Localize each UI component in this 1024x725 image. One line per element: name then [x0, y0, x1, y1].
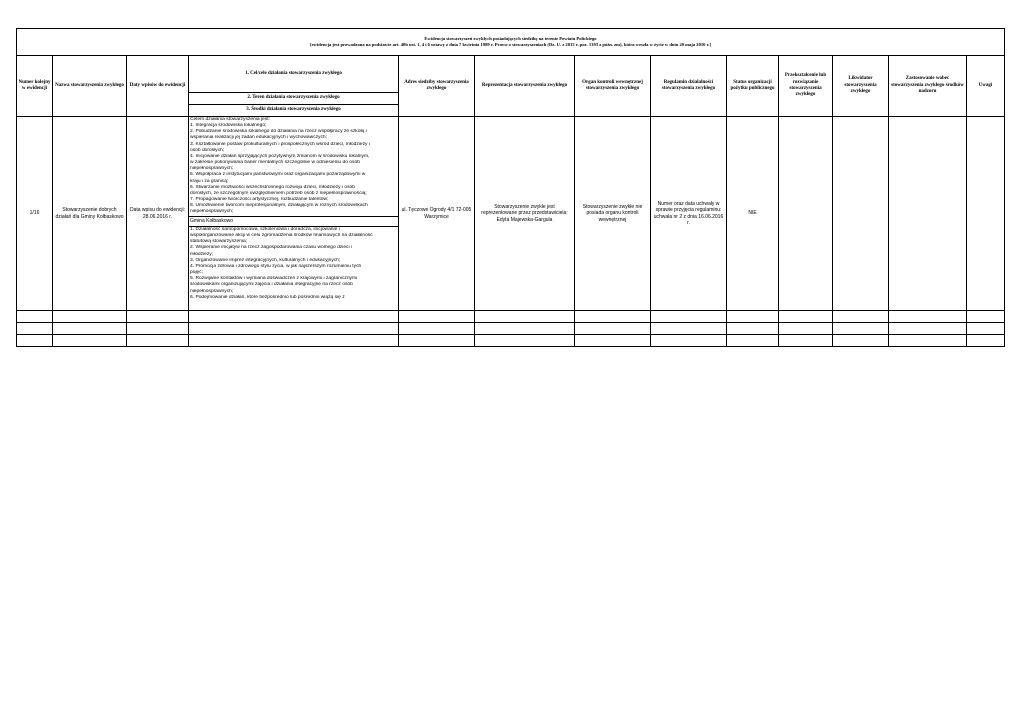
- header-nazwa: Nazwa stowarzyszenia zwykłego: [53, 56, 127, 117]
- cele-line: 7. Propagowanie twórczości artystycznej, rozbudzanie talentów;: [190, 197, 329, 203]
- cell-regulamin: Numer oraz data uchwały w sprawie przyjęcia regulaminu: uchwała nr 2 z dnia 16.06.2016 r.: [651, 117, 727, 311]
- cele-line: 5. Współpraca z instytucjami państwowymi oraz organizacjami pozarządowymi w: [190, 172, 366, 178]
- table-row-empty: [17, 311, 1005, 323]
- cele-line: w zakresie pokonywania barier mentalnych szczególnie w odniesieniu do osób: [190, 160, 360, 166]
- cell-uwagi: [967, 117, 1005, 311]
- cele-line: 6. Stwarzanie możliwości wszechstronnego rozwoju dzieci, młodzieży i osób: [190, 184, 355, 190]
- header-srodki: 3. Środki działania stowarzyszenia zwykłego: [189, 105, 399, 117]
- table-row: [17, 117, 1005, 217]
- srodki-line: 5. Rozwijanie kontaktów i wymiana doświadczeń z krajowymi i zagranicznymi: [190, 276, 358, 282]
- header-uwagi: Uwagi: [967, 56, 1005, 117]
- cell-organ: Stowarzyszenie zwykłe nie posiada organu kontroli wewnętrznej: [575, 117, 651, 311]
- cele-line: niepełnosprawnych;: [190, 209, 234, 215]
- cele-line: dorosłych, ze szczególnym uwzględnieniem potrzeb osób z niepełnosprawnością;: [190, 190, 367, 196]
- cele-line: niepełnosprawnych;: [190, 166, 234, 172]
- srodki-text: [190, 227, 397, 310]
- srodki-line: niepełnosprawnych;: [190, 288, 234, 294]
- cell-reprezentacja: Stowarzyszenie zwykłe jest reprezentowane przez przedstawiciela: Edyta Majewska-Gargula: [475, 117, 575, 311]
- cell-daty: Data wpisu do ewidencji: 28.06.2016 r.: [127, 117, 189, 311]
- cele-line: 2. Pobudzanie środowiska lokalnego do działania na rzecz współpracy ze szkołą i: [190, 129, 367, 135]
- cele-line: Celem działania stowarzyszenia jest:: [190, 117, 270, 122]
- header-przeksztalcenie: Przekształcenie lub rozwiązanie stowarzyszenia zwykłego: [779, 56, 833, 117]
- header-teren: 2. Teren działania stowarzyszenia zwykłego: [189, 93, 399, 105]
- header-reprezentacja: Reprezentacja stowarzyszenia zwykłego: [475, 56, 575, 117]
- cele-line: 8. Umożliwienie twórcom nieprofesjonalnym, działającym w różnych środowiskach: [190, 203, 368, 209]
- srodki-line: pojęć;: [190, 270, 204, 276]
- header-organ: Organ kontroli wewnętrznej stowarzyszenia zwykłego: [575, 56, 651, 117]
- cell-cele: [189, 117, 399, 217]
- srodki-line: 3. Organizowanie imprez integracyjnych, kulturalnych i edukacyjnych;: [190, 257, 341, 263]
- header-adres: Adres siedziby stowarzyszenia zwykłego: [399, 56, 475, 117]
- cele-line: osób dorosłych;: [190, 147, 225, 153]
- srodki-line: 6. Podejmowanie działań, które bezpośrednio lub pośrednio wiążą się z: [190, 294, 345, 300]
- table-row-empty: [17, 335, 1005, 347]
- cele-text: [190, 117, 397, 216]
- srodki-line: 4. Promocja zdrowia i zdrowego stylu życia, w jak najszerszym rozumieniu tych: [190, 263, 362, 269]
- header-likwidator: Likwidator stowarzyszenia zwykłego: [833, 56, 889, 117]
- srodki-line: młodzieży;: [190, 251, 214, 257]
- cell-adres: ul. Tęczowe Ogrody 4/1 72-005 Warzymice: [399, 117, 475, 311]
- header-numer: Numer kolejny w ewidencji: [17, 56, 53, 117]
- table-row-empty: [17, 323, 1005, 335]
- register-title-main: Ewidencja stowarzyszeń zwykłych posiadających siedzibę na terenie Powiatu Polickiego: [424, 36, 597, 41]
- cele-line: wspierania realizacji jej zadań edukacyjnych i wychowawczych;: [190, 135, 327, 141]
- header-nadzor: Zastosowanie wobec stowarzyszenia zwykłego środków nadzoru: [889, 56, 967, 117]
- cell-teren: Gmina Kołbaskowo: [189, 217, 399, 227]
- register-table: [16, 28, 1005, 347]
- cell-przeksztalcenie: [779, 117, 833, 311]
- cell-srodki: [189, 227, 399, 311]
- header-daty: Daty wpisów do ewidencji: [127, 56, 189, 117]
- cell-nazwa: Stowarzyszenie dobrych działań dla Gminy Kołbaskowo: [53, 117, 127, 311]
- srodki-line: współorganizowanie akcji w celu zgromadzenia środków finansowych na działalność: [190, 233, 373, 239]
- cele-line: 1. Integracja środowiska lokalnego;: [190, 123, 267, 129]
- cell-status: NIE: [727, 117, 779, 311]
- srodki-line: statutową stowarzyszenia;: [190, 239, 248, 245]
- cele-line: kraju i za granicą;: [190, 178, 229, 184]
- header-cele: 1. Cel/cele działania stowarzyszenia zwykłego: [189, 56, 399, 93]
- register-title-legal-basis: [ewidencja jest prowadzona na podstawie art. 40b ust. 1, 4 i 6 ustawy z dnia 7 kwietnia 1989 r. Prawo o stowarzyszeniach (Dz. U. z 2015 r. poz. 1393 z późn. zm), która weszła w życie w dniu 20 maja 2016 r.]: [310, 42, 711, 47]
- cele-line: 4. Inicjowanie działań sprzyjających pozytywnym zmianom w środowisku lokalnym,: [190, 153, 370, 159]
- cell-likwidator: [833, 117, 889, 311]
- cell-numer: 1/16: [17, 117, 53, 311]
- header-regulamin: Regulamin działalności stowarzyszenia zwykłego: [651, 56, 727, 117]
- srodki-line: środowiskami organizującymi zajęcia i działania integracyjne na rzecz osób: [190, 282, 353, 288]
- cell-nadzor: [889, 117, 967, 311]
- cele-line: 3. Kształtowanie postaw prokulturalnych i prospołecznych wśród dzieci, młodzieży i: [190, 141, 370, 147]
- srodki-line: 1. Działalność samopomocowa, szkoleniowa i doradcza, inicjowanie i: [190, 227, 340, 232]
- srodki-line: 2. Wspieranie inicjatyw na rzecz zagospodarowania czasu wolnego dzieci i: [190, 245, 353, 251]
- register-title: [17, 29, 1005, 56]
- header-status: Status organizacji pożytku publicznego: [727, 56, 779, 117]
